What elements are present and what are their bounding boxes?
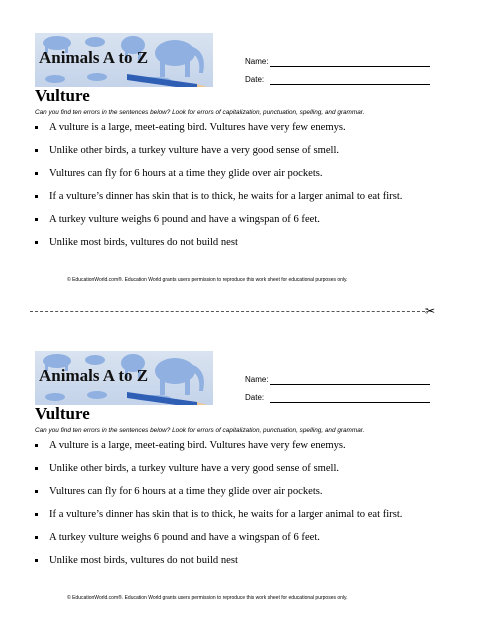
bullet xyxy=(35,195,38,198)
name-line[interactable] xyxy=(270,66,430,67)
list-item xyxy=(35,554,465,577)
sentence-text: A vulture is a large, meet-eating bird. Vultures have very few enemys. xyxy=(49,122,346,133)
worksheet-title: Vulture xyxy=(35,404,90,423)
banner-title: Animals A to Z xyxy=(39,366,149,385)
list-item xyxy=(35,439,465,462)
sentence-text: Unlike most birds, vultures do not build nest xyxy=(49,237,238,248)
date-label: Date: xyxy=(245,393,265,402)
list-item xyxy=(35,485,465,508)
copyright-notice: © EducationWorld.com®. Education World grants users permission to reproduce this work sheet for educational purposes only. xyxy=(67,595,348,601)
copyright-notice: © EducationWorld.com®. Education World grants users permission to reproduce this work sheet for educational purposes only. xyxy=(67,277,348,283)
name-field[interactable] xyxy=(245,375,269,384)
list-item xyxy=(35,213,465,236)
list-item xyxy=(35,144,465,167)
bullet xyxy=(35,536,38,539)
name-field[interactable] xyxy=(245,57,269,66)
list-item xyxy=(35,236,465,259)
list-item xyxy=(35,190,465,213)
animals-a-to-z-banner xyxy=(35,33,213,87)
date-line[interactable] xyxy=(270,402,430,403)
bullet xyxy=(35,126,38,129)
pencil-icon xyxy=(127,389,213,405)
bullet xyxy=(35,172,38,175)
name-line[interactable] xyxy=(270,384,430,385)
bullet xyxy=(35,241,38,244)
bullet xyxy=(35,490,38,493)
sentence-text: A turkey vulture weighs 6 pound and have a wingspan of 6 feet. xyxy=(49,532,320,543)
animals-a-to-z-banner xyxy=(35,351,213,405)
instructions: Can you find ten errors in the sentences below? Look for errors of capitalization, punctuation, spelling, and grammar. xyxy=(35,109,365,116)
sentence-text: If a vulture’s dinner has skin that is to thick, he waits for a larger animal to eat first. xyxy=(49,509,403,520)
sentence-text: Unlike other birds, a turkey vulture have a very good sense of smell. xyxy=(49,145,340,156)
list-item xyxy=(35,121,465,144)
bullet xyxy=(35,559,38,562)
date-field[interactable] xyxy=(245,75,264,84)
pencil-icon xyxy=(127,71,213,87)
list-item xyxy=(35,531,465,554)
date-line[interactable] xyxy=(270,84,430,85)
worksheet-title: Vulture xyxy=(35,86,90,105)
sentence-text: Vultures can fly for 6 hours at a time they glide over air pockets. xyxy=(49,168,323,179)
bullet xyxy=(35,149,38,152)
sentence-list xyxy=(35,121,465,259)
sentence-text: If a vulture’s dinner has skin that is to thick, he waits for a larger animal to eat first. xyxy=(49,191,403,202)
scissors-icon: ✂ xyxy=(425,304,436,318)
worksheet-bottom xyxy=(0,318,480,618)
list-item xyxy=(35,462,465,485)
list-item xyxy=(35,167,465,190)
sentence-list xyxy=(35,439,465,577)
worksheet-top xyxy=(0,0,480,300)
sentence-text: Unlike other birds, a turkey vulture have a very good sense of smell. xyxy=(49,463,340,474)
bullet xyxy=(35,444,38,447)
bullet xyxy=(35,513,38,516)
cut-line xyxy=(30,311,425,312)
banner-title: Animals A to Z xyxy=(39,48,149,67)
name-label: Name: xyxy=(245,57,269,66)
bullet xyxy=(35,467,38,470)
instructions: Can you find ten errors in the sentences below? Look for errors of capitalization, punctuation, spelling, and grammar. xyxy=(35,427,365,434)
sentence-text: Unlike most birds, vultures do not build nest xyxy=(49,555,238,566)
bullet xyxy=(35,218,38,221)
date-field[interactable] xyxy=(245,393,264,402)
name-label: Name: xyxy=(245,375,269,384)
sentence-text: Vultures can fly for 6 hours at a time they glide over air pockets. xyxy=(49,486,323,497)
sentence-text: A turkey vulture weighs 6 pound and have a wingspan of 6 feet. xyxy=(49,214,320,225)
date-label: Date: xyxy=(245,75,265,84)
sentence-text: A vulture is a large, meet-eating bird. Vultures have very few enemys. xyxy=(49,440,346,451)
list-item xyxy=(35,508,465,531)
